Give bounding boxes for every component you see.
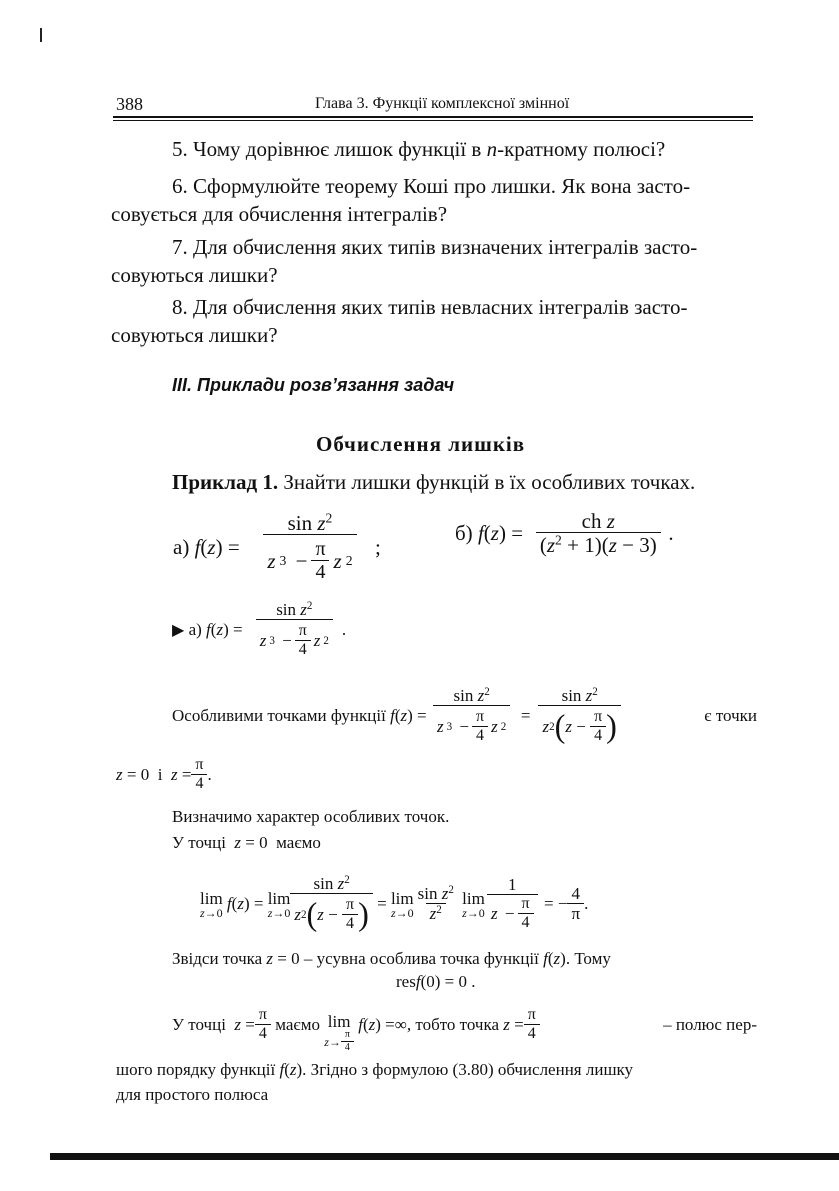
residue-zero: resf(0) = 0 . (396, 972, 476, 991)
at-point-pi4: У точці z = $\frac{\pi}{4}$ маємо lim z → $\frac{\pi}{4}$ f ( z ) = ∞ , тобто точка z = $\frac{\pi}{4}$ – полюс пер- (172, 1006, 757, 1053)
solution-a-formula: ▶ а) f ( z ) = $\sin z^2$ z 3 − $\frac{\pi}{4}$ z 2 . (172, 600, 347, 658)
example-statement: Приклад 1. Знайти лишки функцій в їх особливих точках. (172, 470, 696, 494)
bottom-rule (50, 1153, 839, 1160)
question-8: 8. Для обчислення яких типів невласних інтегралів засто- совуються лишки? (111, 295, 688, 347)
limit-formula: lim z→0 f ( z ) = lim z→0 $\sin z^2$ z 2 ( z − $\frac{\pi}{4}$ ) = lim z→0 $\frac{\sin z^2}{z^2}$ lim z→0 1 z − $\frac{\pi}{4}$ = − $\frac{4}{\pi}$ . (200, 874, 589, 932)
formula-b: б) f ( z ) = $\frac{\text{ch z}}{(z^2 + 1)(z - 3)}$ . (455, 508, 674, 557)
header-rule-thin (113, 120, 753, 121)
page-number: 388 (116, 94, 143, 114)
scan-mark (40, 28, 42, 42)
at-point-zero: У точці z = 0 маємо (172, 833, 321, 852)
running-header: Глава 3. Функції комплексної змінної (315, 95, 570, 112)
section-title: III. Приклади розв’язання задач (172, 375, 455, 395)
singular-points-line: Особливими точками функції f ( z ) = $\sin z^2$ z 3 − $\frac{\pi}{4}$ z 2 = $\sin z^2$ z 2 ( z − $\frac{\pi}{4}$ ) є точки (172, 686, 757, 744)
removable-line: Звідси точка z = 0 – усувна особлива точка функції f(z). Тому (172, 949, 611, 968)
determine-text: Визначимо характер особливих точок. (172, 807, 450, 826)
header-rule (113, 116, 753, 118)
simple-pole-line: для простого полюса (116, 1085, 269, 1104)
question-7: 7. Для обчислення яких типів визначених інтегралів засто- совуються лишки? (111, 235, 698, 287)
formula-a: а) f ( z ) = $\sin z^2$ z 3 − $\frac{\pi}{4}$ z 2 ; (173, 510, 381, 584)
question-5: 5. Чому дорівнює лишок функції в n-кратному полюсі? (172, 137, 666, 161)
question-6: 6. Сформулюйте теорему Коші про лишки. Як вона засто- совується для обчислення інтегралів? (111, 174, 691, 226)
subsection-title: Обчислення лишків (316, 432, 526, 456)
first-order-line: шого порядку функції f(z). Згідно з формулою (3.80) обчислення лишку (116, 1060, 634, 1079)
points-line: z = 0 і z = $\frac{\pi}{4}$ . (116, 756, 212, 792)
